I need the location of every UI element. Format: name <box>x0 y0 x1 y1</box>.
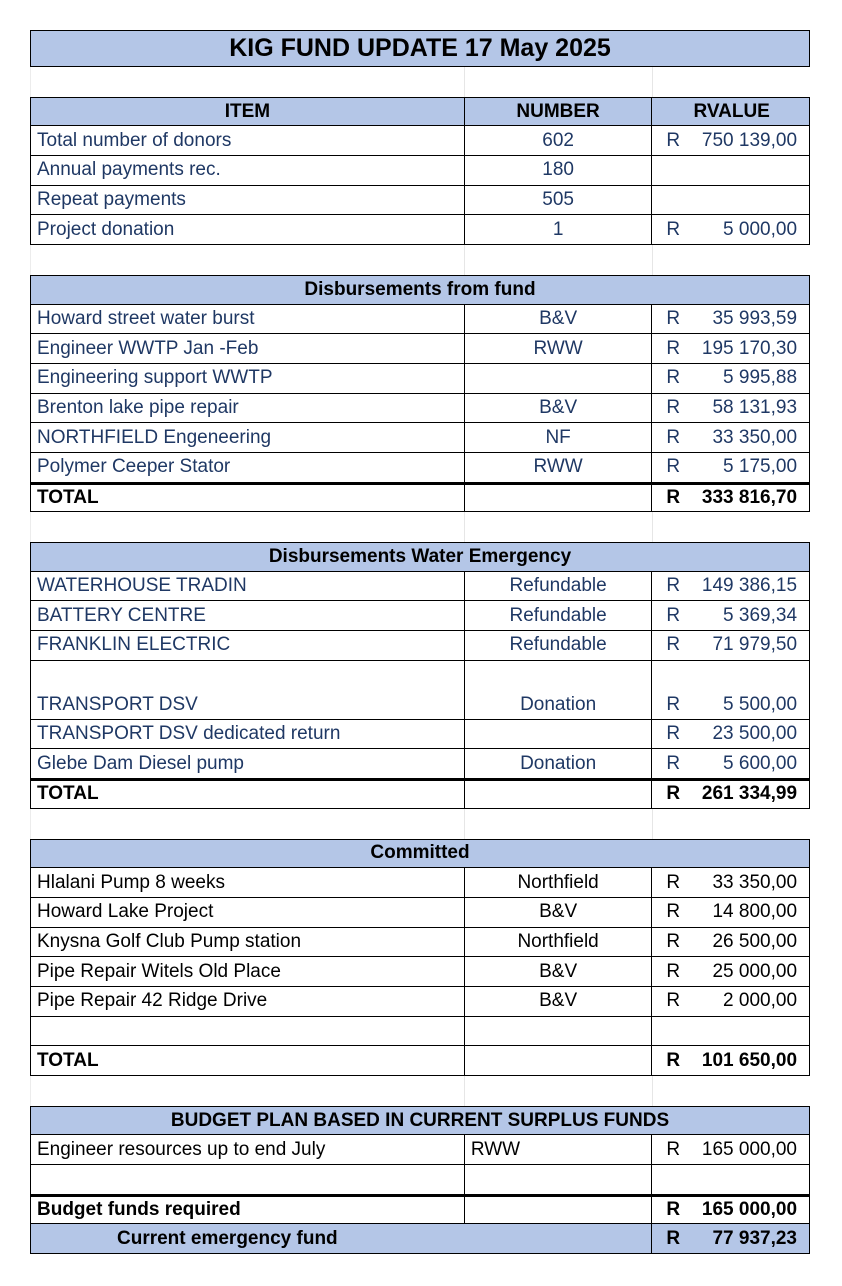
row-value: R 25 000,00 <box>666 960 798 982</box>
row-number: RWW <box>465 334 653 363</box>
table-row <box>30 957 810 987</box>
table-row <box>30 720 810 750</box>
row-value: R 5 369,34 <box>666 604 798 626</box>
table-row <box>30 186 810 216</box>
table-row <box>30 126 810 156</box>
section-title-budget: BUDGET PLAN BASED IN CURRENT SURPLUS FUNDS <box>170 1109 670 1131</box>
table-row <box>30 364 810 394</box>
row-number: B&V <box>465 957 653 986</box>
row-number: Donation <box>465 661 653 719</box>
row-number: B&V <box>465 394 653 423</box>
table-row <box>30 334 810 364</box>
row-item: BATTERY CENTRE <box>31 601 465 630</box>
row-item: Howard Lake Project <box>31 898 465 927</box>
row-number: Northfield <box>465 868 653 897</box>
row-value: R 5 500,00 <box>666 693 798 715</box>
row-number: 180 <box>465 156 653 185</box>
row-value: R 149 386,15 <box>666 575 798 597</box>
table-row <box>30 305 810 335</box>
total-value: R 101 650,00 <box>666 1049 798 1071</box>
row-number: Refundable <box>465 572 653 601</box>
row-item: Engineer WWTP Jan -Feb <box>31 334 465 363</box>
budget-row <box>30 1135 810 1165</box>
total-value: R 261 334,99 <box>666 783 798 805</box>
row-value: R 195 170,30 <box>666 337 798 359</box>
section-header-fund <box>30 275 810 305</box>
total-row-committed <box>30 1046 810 1076</box>
table-row <box>30 749 810 779</box>
budget-required-label: Budget funds required <box>31 1197 465 1224</box>
spacer-row <box>30 512 810 542</box>
row-value <box>652 156 809 185</box>
section-header-budget <box>30 1106 810 1136</box>
table-row <box>30 394 810 424</box>
row-number: Donation <box>465 749 653 778</box>
row-item: TRANSPORT DSV <box>31 661 465 719</box>
row-value: R 750 139,00 <box>666 129 798 151</box>
row-number: B&V <box>465 898 653 927</box>
row-value: R 58 131,93 <box>666 396 798 418</box>
row-item: Brenton lake pipe repair <box>31 394 465 423</box>
row-item: Hlalani Pump 8 weeks <box>31 868 465 897</box>
table-row <box>30 572 810 602</box>
row-number: 505 <box>465 186 653 215</box>
row-number: RWW <box>465 453 653 482</box>
row-number: B&V <box>465 987 653 1016</box>
table-row <box>30 661 810 720</box>
row-value: R 23 500,00 <box>666 723 798 745</box>
budget-required-value: R 165 000,00 <box>666 1199 798 1221</box>
row-value <box>652 186 809 215</box>
row-item: NORTHFIELD Engeneering <box>31 423 465 452</box>
row-item: Glebe Dam Diesel pump <box>31 749 465 778</box>
section-header-committed <box>30 839 810 869</box>
total-label: TOTAL <box>31 1046 465 1075</box>
blank-row <box>30 1165 810 1195</box>
header-item: ITEM <box>31 98 465 126</box>
row-item: Polymer Ceeper Stator <box>31 453 465 482</box>
blank-row <box>30 1017 810 1047</box>
row-item: Howard street water burst <box>31 305 465 334</box>
row-value: R 26 500,00 <box>666 930 798 952</box>
current-fund-row <box>30 1224 810 1254</box>
column-header-row <box>30 97 810 127</box>
table-row <box>30 631 810 661</box>
budget-value: R 165 000,00 <box>666 1138 797 1160</box>
spacer-row <box>30 67 810 97</box>
row-number: B&V <box>465 305 653 334</box>
fund-update-sheet <box>30 30 810 1254</box>
budget-item: Engineer resources up to end July <box>31 1135 465 1164</box>
total-row-emergency <box>30 779 810 809</box>
table-row <box>30 928 810 958</box>
table-row <box>30 423 810 453</box>
current-fund-value: R 77 937,23 <box>666 1227 797 1249</box>
title-row <box>30 30 810 67</box>
row-value: R 71 979,50 <box>666 634 798 656</box>
total-value: R 333 816,70 <box>666 486 798 508</box>
total-number <box>465 485 653 512</box>
section-title-committed: Committed <box>370 842 470 864</box>
row-item: Total number of donors <box>31 126 465 155</box>
row-value: R 5 600,00 <box>666 752 798 774</box>
budget-ref: RWW <box>465 1135 653 1164</box>
row-item: FRANKLIN ELECTRIC <box>31 631 465 660</box>
row-item: Project donation <box>31 215 465 244</box>
spacer-row <box>30 809 810 839</box>
table-row <box>30 156 810 186</box>
row-value: R 14 800,00 <box>666 901 798 923</box>
table-row <box>30 868 810 898</box>
spacer-row <box>30 245 810 275</box>
table-row <box>30 987 810 1017</box>
row-value: R 5 000,00 <box>666 218 798 240</box>
row-item: WATERHOUSE TRADIN <box>31 572 465 601</box>
section-title-fund: Disbursements from fund <box>304 278 536 300</box>
row-number: Refundable <box>465 631 653 660</box>
row-number: NF <box>465 423 653 452</box>
table-row <box>30 215 810 245</box>
section-header-emergency <box>30 542 810 572</box>
row-number: Refundable <box>465 601 653 630</box>
total-label: TOTAL <box>31 485 465 512</box>
row-value: R 5 995,88 <box>666 367 798 389</box>
row-item: TRANSPORT DSV dedicated return <box>31 720 465 749</box>
table-row <box>30 601 810 631</box>
total-number <box>465 1046 653 1075</box>
header-rvalue: RVALUE <box>693 100 770 122</box>
row-number: Northfield <box>465 928 653 957</box>
row-item: Knysna Golf Club Pump station <box>31 928 465 957</box>
table-row <box>30 453 810 483</box>
row-value: R 33 350,00 <box>666 871 798 893</box>
spacer-row <box>30 1076 810 1106</box>
row-item: Annual payments rec. <box>31 156 465 185</box>
row-item: Engineering support WWTP <box>31 364 465 393</box>
row-item: Pipe Repair 42 Ridge Drive <box>31 987 465 1016</box>
budget-required-number <box>465 1197 653 1224</box>
row-number <box>465 364 653 393</box>
row-number <box>465 720 653 749</box>
row-number: 1 <box>465 215 653 244</box>
sheet-title: KIG FUND UPDATE 17 May 2025 <box>229 34 611 62</box>
header-number: NUMBER <box>465 98 653 126</box>
row-value: R 35 993,59 <box>666 307 798 329</box>
budget-required-row <box>30 1195 810 1225</box>
row-value: R 2 000,00 <box>666 990 798 1012</box>
row-number: 602 <box>465 126 653 155</box>
row-item: Pipe Repair Witels Old Place <box>31 957 465 986</box>
total-number <box>465 781 653 808</box>
total-row-fund <box>30 483 810 513</box>
row-item: Repeat payments <box>31 186 465 215</box>
row-value: R 33 350,00 <box>666 426 798 448</box>
current-fund-label: Current emergency fund <box>31 1224 652 1253</box>
table-row <box>30 898 810 928</box>
row-value: R 5 175,00 <box>666 456 798 478</box>
section-title-emergency: Disbursements Water Emergency <box>268 545 572 567</box>
total-label: TOTAL <box>31 781 465 808</box>
